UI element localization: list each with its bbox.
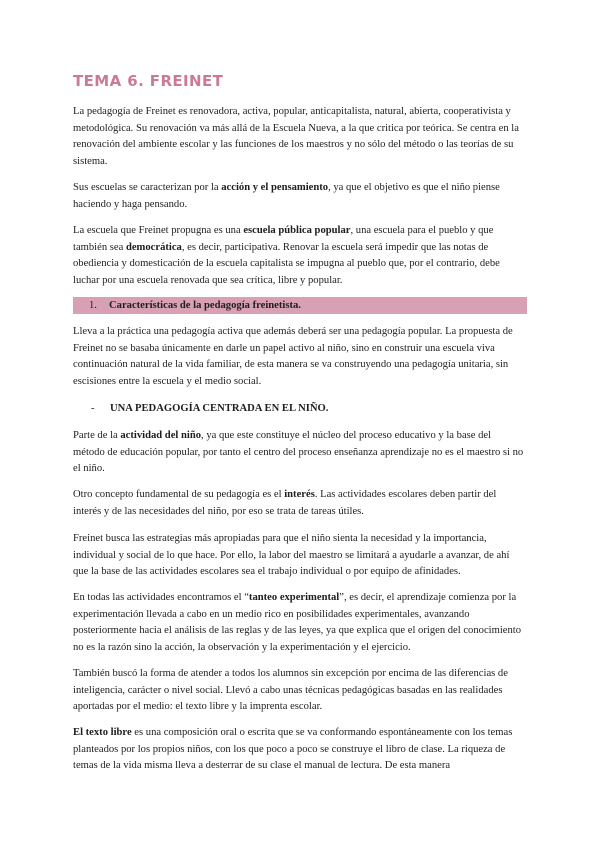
paragraph-child-activity (73, 428, 525, 478)
paragraph-strategies: Freinet busca las estrategias más apropiadas para que el niño sienta la necesidad y la importancia, individual y social de lo que hace. Por ello, la labor del maestro se limitará a ayudarle a avanzar, de ahí que la base de las actividades escolares sea el trabajo individual o por equipo de afinidades. (73, 533, 510, 577)
paragraph-text: En todas las actividades encontramos el “ (73, 592, 249, 603)
paragraph-text: Otro concepto fundamental de su pedagogía es el (73, 489, 285, 500)
paragraph-text: ”, es decir, el aprendizaje comienza por la experimentación llevada a cabo en un medio rico en posibilidades experimentales, avanzando posteriormente hacia el análisis de las reglas y de las leyes, ya que explica que el origen del conocimiento no es la razón sino la acción, la observación y la experimentación y el ejercicio. (73, 592, 522, 653)
paragraph-text: . Las actividades escolares deben partir del interés y de las necesidades del niño, por eso se trata de tareas útiles. (73, 489, 497, 517)
bold-term-free-text: El texto libre (73, 727, 132, 738)
section-number: 1. (89, 300, 97, 311)
subheading-child-centered (91, 401, 328, 416)
paragraph-text: , ya que este constituye el núcleo del proceso educativo y la base del método de educación popular, por tanto el centro del proceso enseñanza aprendizaje no es el maestro si no el niño. (73, 430, 524, 474)
paragraph-interest (73, 487, 525, 520)
paragraph-experimental-groping (73, 590, 525, 656)
paragraph-all-students: También buscó la forma de atender a todos los alumnos sin excepción por encima de las diferencias de inteligencia, carácter o nivel social. Llevó a cabo unas técnicas pedagógicas basadas en las realidades aportadas por el medio: el texto libre y la imprenta escolar. (73, 668, 508, 712)
section-title: Características de la pedagogía freinetista. (109, 300, 301, 311)
paragraph-text: es una composición oral o escrita que se va conformando espontáneamente con los temas planteados por los propios niños, con los que poco a poco se construye el libro de clase. La riqueza de temas de la vida misma lleva a desterrar de su clase el manual de lectura. De esta manera (73, 727, 513, 771)
paragraph-text: , ya que el objetivo es que el niño piense haciendo y haga pensando. (73, 182, 500, 210)
paragraph-free-text (73, 725, 525, 775)
bold-term-action-thought: acción y el pensamiento (221, 182, 329, 193)
paragraph-intro: La pedagogía de Freinet es renovadora, activa, popular, anticapitalista, natural, abierta, cooperativista y metodológica. Su renovación va más allá de la Escuela Nueva, a la que critica por teórica. Se centra en la renovación del ambiente escolar y las funciones de los maestros y no sólo del método o las teorías de su sistema. (73, 106, 519, 167)
subheading-text: UNA PEDAGOGÍA CENTRADA EN EL NIÑO. (110, 403, 329, 414)
list-dash: - (91, 403, 95, 414)
paragraph-text: Parte de la (73, 430, 121, 441)
paragraph-active-pedagogy: Lleva a la práctica una pedagogía activa que además deberá ser una pedagogía popular. La propuesta de Freinet no se basaba únicamente en darle un papel activo al niño, sino en construir una escuela viva continuación natural de la vida familiar, de esta manera se va construyendo una pedagogía unitaria, sin escisiones entre la escuela y el medio social. (73, 326, 513, 387)
bold-term-experimental-groping: tanteo experimental (248, 592, 340, 603)
paragraph-action-thought (73, 180, 525, 213)
bold-term-interest: interés (284, 489, 315, 500)
section-heading-bar (73, 297, 527, 314)
paragraph-public-school (73, 223, 525, 289)
page-title: TEMA 6. FREINET (73, 72, 224, 90)
paragraph-text: , una escuela para el pueblo y que también sea (73, 225, 494, 253)
bold-term-public-school: escuela pública popular (243, 225, 351, 236)
bold-term-child-activity: actividad del niño (120, 430, 202, 441)
paragraph-text: Sus escuelas se caracterizan por la (73, 182, 222, 193)
paragraph-text: , es decir, participativa. Renovar la escuela será impedir que las notas de obediencia y domesticación de la escuela capitalista se impugna al pueblo que, por el contrario, debe luchar por una escuela renovada que sea crítica, libre y popular. (73, 241, 500, 286)
paragraph-text: La escuela que Freinet propugna es una (73, 225, 244, 236)
bold-term-democratic: democrática (125, 241, 182, 253)
